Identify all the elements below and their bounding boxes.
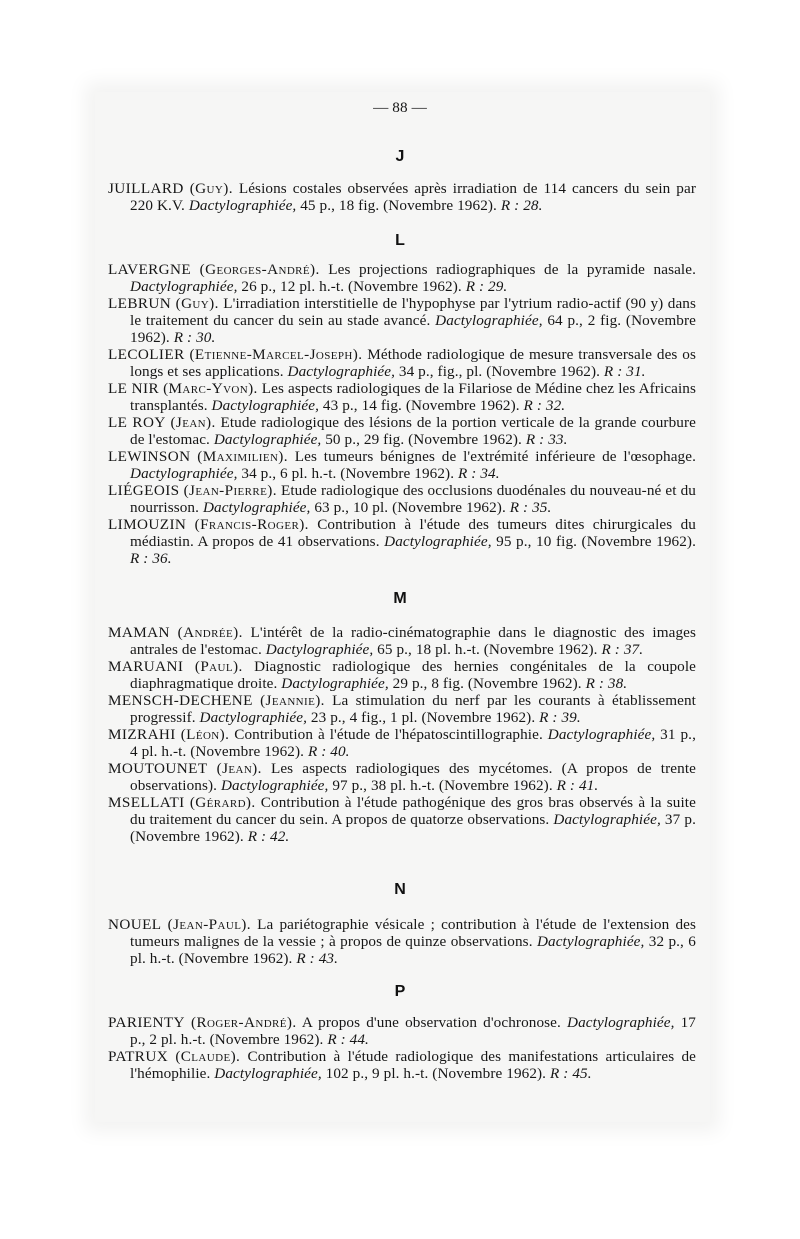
entry-given-name: (Jeannie). (260, 692, 325, 709)
entry-details: 34 p., 6 pl. h.-t. (Novembre 1962). (241, 465, 455, 482)
entry-given-name: (Guy). (175, 295, 219, 312)
entry-given-name: (Paul). (194, 658, 243, 675)
bibliography-entry (108, 1048, 696, 1082)
entry-title: Etude radiologique des occlusions duodénales du nouveau-né et du nourrisson. (130, 482, 697, 516)
entry-title: Les projections radiographiques de la pyramide nasale. (328, 261, 696, 278)
bibliography-entry (108, 794, 696, 845)
entry-title: La stimulation du nerf par les courants à établissement progressif. (130, 692, 696, 726)
entry-reference: R : 28. (500, 197, 543, 214)
entry-surname: LE NIR (108, 380, 160, 397)
entry-reference: R : 41. (556, 777, 599, 794)
entry-details: 64 p., 2 fig. (Novembre 1962). (130, 312, 696, 346)
entry-surname: MENSCH-DECHENE (108, 692, 253, 709)
entry-surname: MARUANI (108, 658, 184, 675)
entry-surname: PARIENTY (108, 1014, 185, 1031)
entry-surname: LE ROY (108, 414, 166, 431)
entry-format: Dactylographiée, (384, 533, 492, 550)
entry-title: L'irradiation interstitielle de l'hypophyse par l'ytrium radio-actif (90 y) dans le traitement du cancer du sein au stade avancé. (130, 295, 697, 329)
entry-details: 37 p. (Novembre 1962). (130, 811, 696, 845)
entry-reference: R : 39. (539, 709, 581, 726)
bibliography-entry (108, 760, 696, 794)
entry-surname: LEWINSON (108, 448, 191, 465)
entry-reference: R : 34. (458, 465, 500, 482)
entry-details: 32 p., 6 pl. h.-t. (Novembre 1962). (130, 933, 696, 967)
bibliography-entry (108, 658, 696, 692)
bibliography-entry (108, 380, 696, 414)
entry-format: Dactylographiée, (213, 431, 322, 448)
entry-format: Dactylographiée, (536, 933, 645, 950)
section-letter-l: L (395, 232, 405, 249)
entry-reference: R : 36. (130, 550, 172, 567)
bibliography-entry (108, 295, 696, 346)
entry-title: Diagnostic radiologique des hernies congénitales de la coupole diaphragmatique droite. (130, 658, 696, 692)
bibliography-entry (108, 482, 696, 516)
entry-given-name: (Jean-Pierre). (183, 482, 277, 499)
section-p-entries (108, 1014, 696, 1082)
entry-details: 50 p., 29 fig. (Novembre 1962). (325, 431, 522, 448)
entry-format: Dactylographiée, (211, 397, 320, 414)
entry-surname: NOUEL (108, 916, 162, 933)
bibliography-entry (108, 916, 696, 967)
entry-details: 102 p., 9 pl. h.-t. (Novembre 1962). (325, 1065, 547, 1082)
entry-details: 26 p., 12 pl. h.-t. (Novembre 1962). (241, 278, 462, 295)
entry-given-name: (Francis-Roger). (194, 516, 309, 533)
section-letter-j: J (395, 148, 405, 165)
bibliography-entry (108, 624, 696, 658)
entry-given-name: (Roger-André). (191, 1014, 297, 1031)
entry-given-name: (Andrée). (177, 624, 243, 641)
entry-title: Les tumeurs bénignes de l'extrémité inférieure de l'œsophage. (294, 448, 696, 465)
entry-reference: R : 38. (585, 675, 628, 692)
bibliography-entry (108, 448, 696, 482)
entry-format: Dactylographiée, (567, 1014, 675, 1031)
entry-surname: MSELLATI (108, 794, 185, 811)
entry-title: Les aspects radiologiques de la Filariose de Médine chez les Africains transplantés. (130, 380, 696, 414)
bibliography-entry (108, 346, 696, 380)
entry-details: 43 p., 14 fig. (Novembre 1962). (322, 397, 520, 414)
entry-reference: R : 29. (465, 278, 508, 295)
entry-title: Contribution à l'étude de l'hépatoscintillographie. (234, 726, 543, 743)
entry-given-name: (Guy). (189, 180, 233, 197)
entry-title: La pariétographie vésicale ; contribution à l'étude de l'extension des tumeurs malignes de la vessie ; à propos de quinze observations. (130, 916, 696, 950)
entry-format: Dactylographiée, (287, 363, 395, 380)
entry-details: 29 p., 8 fig. (Novembre 1962). (392, 675, 582, 692)
entry-given-name: (Georges-André). (199, 261, 320, 278)
section-m-entries (108, 624, 696, 845)
entry-title: Contribution à l'étude des tumeurs dites chirurgicales du médiastin. A propos de 41 observations. (130, 516, 696, 550)
entry-surname: JUILLARD (108, 180, 184, 197)
bibliography-entry (108, 1014, 696, 1048)
entry-given-name: (Jean). (170, 414, 216, 431)
entry-format: Dactylographiée, (281, 675, 389, 692)
entry-given-name: (Marc-Yvon). (163, 380, 258, 397)
entry-reference: R : 44. (327, 1031, 369, 1048)
bibliography-entry (108, 692, 696, 726)
entry-surname: LECOLIER (108, 346, 185, 363)
entry-reference: R : 37. (601, 641, 644, 658)
bibliography-entry (108, 516, 696, 567)
section-l-entries (108, 261, 696, 567)
entry-format: Dactylographiée, (202, 499, 311, 516)
entry-format: Dactylographiée, (188, 197, 297, 214)
entry-reference: R : 40. (307, 743, 350, 760)
bibliography-entry (108, 414, 696, 448)
entry-details: 31 p., 4 pl. h.-t. (Novembre 1962). (130, 726, 696, 760)
entry-surname: LEBRUN (108, 295, 172, 312)
entry-given-name: (Etienne-Marcel-Joseph). (189, 346, 363, 363)
entry-details: 23 p., 4 fig., 1 pl. (Novembre 1962). (310, 709, 536, 726)
entry-surname: LAVERGNE (108, 261, 192, 278)
entry-reference: R : 42. (247, 828, 290, 845)
entry-title: Etude radiologique des lésions de la portion verticale de la grande courbure de l'estomac. (130, 414, 696, 448)
entry-surname: LIÉGEOIS (108, 482, 180, 499)
entry-format: Dactylographiée, (265, 641, 374, 658)
entry-given-name: (Maximilien). (197, 448, 288, 465)
entry-surname: LIMOUZIN (108, 516, 187, 533)
page-number: — 88 — (373, 99, 427, 116)
entry-title: A propos d'une observation d'ochronose. (301, 1014, 561, 1031)
entry-format: Dactylographiée, (214, 1065, 322, 1082)
entry-title: Contribution à l'étude radiologique des manifestations articulaires de l'hémophilie. (130, 1048, 696, 1082)
entry-surname: MIZRAHI (108, 726, 176, 743)
entry-surname: MAMAN (108, 624, 170, 641)
entry-format: Dactylographiée, (199, 709, 308, 726)
entry-format: Dactylographiée, (130, 465, 238, 482)
entry-format: Dactylographiée, (435, 312, 543, 329)
entry-title: Lésions costales observées après irradiation de 114 cancers du sein par 220 K.V. (130, 180, 696, 214)
entry-details: 34 p., fig., pl. (Novembre 1962). (398, 363, 601, 380)
entry-surname: MOUTOUNET (108, 760, 208, 777)
section-letter-m: M (393, 590, 407, 607)
section-letter-p: P (394, 983, 406, 1000)
bibliography-entry (108, 261, 696, 295)
entry-surname: PATRUX (108, 1048, 169, 1065)
bibliography-entry (108, 726, 696, 760)
entry-given-name: (Léon). (180, 726, 230, 743)
entry-details: 97 p., 38 pl. h.-t. (Novembre 1962). (332, 777, 553, 794)
entry-format: Dactylographiée, (130, 278, 238, 295)
bibliography-entry (108, 180, 696, 214)
entry-title: Méthode radiologique de mesure transversale des os longs et ses applications. (130, 346, 696, 380)
entry-reference: R : 32. (523, 397, 566, 414)
entry-reference: R : 45. (550, 1065, 592, 1082)
entry-reference: R : 43. (296, 950, 338, 967)
entry-format: Dactylographiée, (553, 811, 661, 828)
entry-given-name: (Jean-Paul). (167, 916, 251, 933)
entry-details: 65 p., 18 pl. h.-t. (Novembre 1962). (377, 641, 598, 658)
entry-reference: R : 30. (173, 329, 216, 346)
entry-format: Dactylographiée, (547, 726, 656, 743)
entry-reference: R : 33. (525, 431, 568, 448)
entry-given-name: (Claude). (175, 1048, 241, 1065)
section-j-entries (108, 180, 696, 214)
entry-given-name: (Jean). (216, 760, 262, 777)
entry-title: L'intérêt de la radio-cinématographie dans le diagnostic des images antrales de l'estomac. (130, 624, 696, 658)
entry-reference: R : 35. (509, 499, 552, 516)
entry-details: 95 p., 10 fig. (Novembre 1962). (496, 533, 696, 550)
entry-title: Contribution à l'étude pathogénique des gros bras observés à la suite du traitement du cancer du sein. A propos de quatorze observations. (130, 794, 696, 828)
entry-given-name: (Gérard). (189, 794, 256, 811)
entry-format: Dactylographiée, (220, 777, 329, 794)
entry-details: 17 p., 2 pl. h.-t. (Novembre 1962). (130, 1014, 696, 1048)
entry-reference: R : 31. (603, 363, 646, 380)
entry-title: Les aspects radiologiques des mycétomes. (A propos de trente observations). (130, 760, 696, 794)
entry-details: 63 p., 10 pl. (Novembre 1962). (314, 499, 506, 516)
entry-details: 45 p., 18 fig. (Novembre 1962). (300, 197, 497, 214)
section-letter-n: N (394, 881, 406, 898)
section-n-entries (108, 916, 696, 967)
